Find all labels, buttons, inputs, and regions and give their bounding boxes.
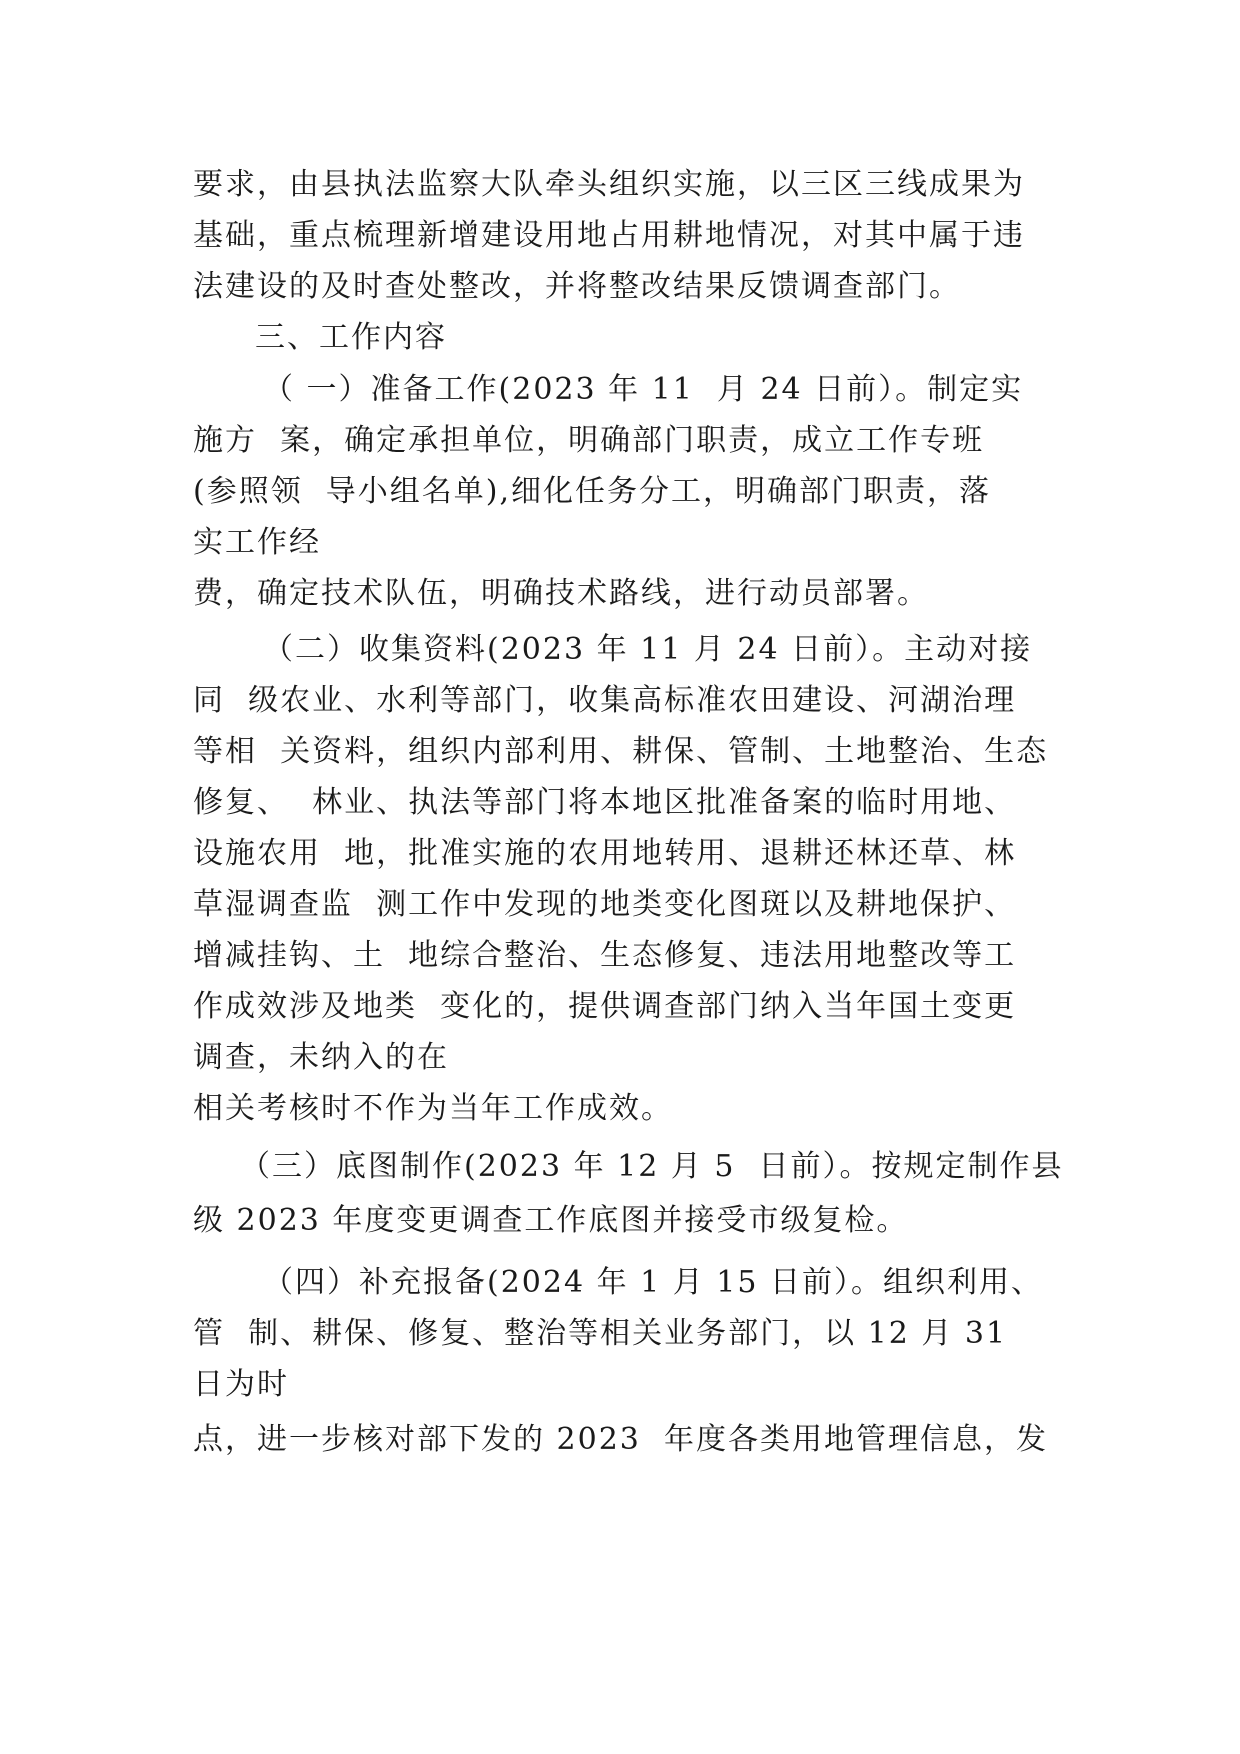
body-text-line: 调查，未纳入的在 — [193, 1040, 449, 1075]
body-text-line: 作成效涉及地类 变化的，提供调查部门纳入当年国土变更 — [193, 989, 1017, 1024]
section-heading: 三、工作内容 — [255, 320, 447, 355]
body-text-line: (参照领 导小组名单),细化任务分工，明确部门职责，落 — [193, 474, 992, 509]
subsection-heading-line: （ 一）准备工作(2023 年 11 月 24 日前）。制定实 — [263, 372, 1024, 407]
body-text-line: 设施农用 地，批准实施的农用地转用、退耕还林还草、林 — [193, 836, 1017, 871]
body-text-line: 费，确定技术队伍，明确技术路线，进行动员部署。 — [193, 576, 929, 611]
body-text-line: 基础，重点梳理新增建设用地占用耕地情况，对其中属于违 — [193, 218, 1025, 253]
body-text-line: 管 制、耕保、修复、整治等相关业务部门，以 12 月 31 — [193, 1316, 1008, 1351]
body-text-line: 增减挂钩、土 地综合整治、生态修复、违法用地整改等工 — [193, 938, 1017, 973]
body-text-line: 实工作经 — [193, 525, 321, 560]
subsection-heading-line: （三）底图制作(2023 年 12 月 5 日前）。按规定制作县 — [240, 1149, 1064, 1184]
body-text-line: 相关考核时不作为当年工作成效。 — [193, 1091, 673, 1126]
body-text-line: 法建设的及时查处整改，并将整改结果反馈调查部门。 — [193, 269, 961, 304]
body-text-line: 等相 关资料，组织内部利用、耕保、管制、土地整治、生态 — [193, 734, 1049, 769]
body-text-line: 同 级农业、水利等部门，收集高标准农田建设、河湖治理 — [193, 683, 1017, 718]
subsection-heading-line: （四）补充报备(2024 年 1 月 15 日前）。组织利用、 — [263, 1265, 1043, 1300]
body-text-line: 施方 案，确定承担单位，明确部门职责，成立工作专班 — [193, 423, 985, 458]
body-text-line: 级 2023 年度变更调查工作底图并接受市级复检。 — [193, 1203, 909, 1238]
body-text-line: 点，进一步核对部下发的 2023 年度各类用地管理信息，发 — [193, 1422, 1048, 1457]
body-text-line: 修复、 林业、执法等部门将本地区批准备案的临时用地、 — [193, 785, 1017, 820]
body-text-line: 草湿调查监 测工作中发现的地类变化图斑以及耕地保护、 — [193, 887, 1017, 922]
subsection-heading-line: （二）收集资料(2023 年 11 月 24 日前）。主动对接 — [263, 632, 1033, 667]
body-text-line: 日为时 — [193, 1367, 289, 1402]
body-text-line: 要求，由县执法监察大队牵头组织实施，以三区三线成果为 — [193, 167, 1025, 202]
